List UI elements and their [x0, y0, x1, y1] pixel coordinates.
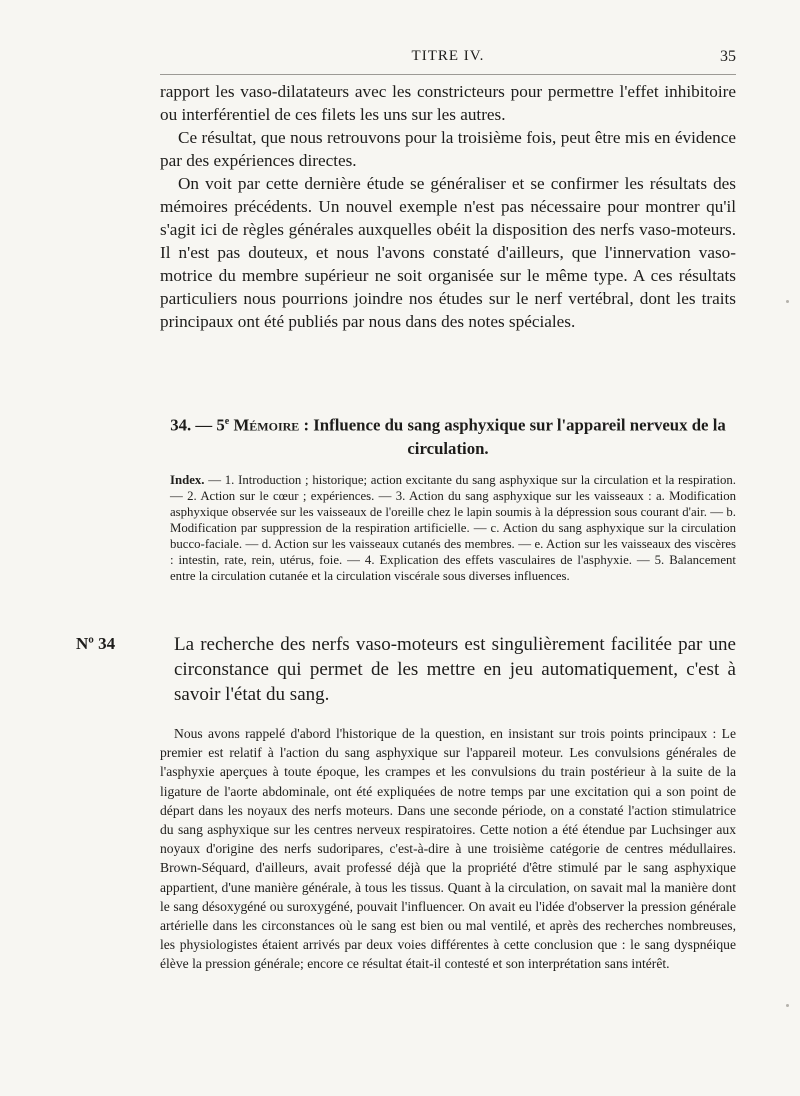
memoire-title: Influence du sang asphyxique sur l'appareil nerveux de la circulation. — [313, 415, 726, 458]
memoire-separator: : — [299, 415, 314, 435]
memoire-heading — [160, 410, 736, 460]
index-label: Index. — [170, 473, 205, 487]
index-text: — 1. Introduction ; historique; action excitante du sang asphyxique sur la circulation et la respiration. — 2. Action sur le cœur ; expériences. — 3. Action du sang asphyxique sur les vaisseaux : a. Modification asphyxique observée sur les vaisseaux de l'oreille chez le lapin soumis à la dépression sous courant d'air. — b. Modification par suppression de la respiration artificielle. — c. Action du sang asphyxique sur la circulation bucco-faciale. — d. Action sur les vaisseaux cutanés des membres. — e. Action sur les vaisseaux des viscères : intestin, rate, rein, utérus, foie. — 4. Explication des effets vasculaires de l'asphyxie. — 5. Balancement entre la circulation cutanée et la circulation viscérale sous diverses influences. — [170, 473, 736, 583]
section-number: Nº 34 — [76, 634, 116, 653]
memoire-ordinal: e — [224, 416, 230, 427]
margin-speck — [786, 1004, 789, 1007]
running-title: TITRE IV. — [411, 48, 485, 64]
memoire-kind: Mémoire — [233, 415, 300, 435]
detail-paragraph: Nous avons rappelé d'abord l'historique de la question, en insistant sur trois points principaux : Le premier est relatif à l'action du sang asphyxique sur l'appareil moteur. Les convulsions générales de l'asphyxie aperçues à toute époque, les crampes et les convulsions du train postérieur à la suite de la ligature de l'aorte abdominale, ont été expliquées de notre temps par une excitation qui a son point de départ dans les noyaux des nerfs moteurs. Dans une seconde période, on a constaté l'action stimulatrice du sang asphyxique sur les centres nerveux respiratoires. Cette notion a été étendue par Luchsinger aux noyaux d'origine des nerfs sudoripares, c'est-à-dire à une troisième catégorie de centres médullaires. Brown-Séquard, d'ailleurs, avait professé déjà que la propriété d'être stimulé par le sang asphyxique appartient, d'une manière générale, à tous les tissus. Quant à la circulation, on savait mal la manière dont le sang désoxygéné ou suroxygéné, pouvait l'influencer. On avait eu l'idée d'observer la pression générale artérielle dans les circonstances où le sang est bien ou mal ventilé, et après des recherches nombreuses, les physiologistes étaient arrivés par deux voies différentes à cette conclusion que : le sang dyspnéique élève la pression générale; encore ce résultat était-il contesté et son interprétation sans intérêt. — [160, 726, 736, 972]
memoire-number: 34. — 5 — [170, 415, 225, 435]
header-rule — [160, 74, 736, 75]
intro-paragraph-1: rapport les vaso-dilatateurs avec les constricteurs pour permettre l'effet inhibitoire ou interférentiel de ces filets les uns sur les autres. — [160, 82, 736, 124]
intro-paragraph-3: On voit par cette dernière étude se généraliser et se confirmer les résultats des mémoires précédents. Un nouvel exemple n'est pas nécessaire pour montrer qu'il s'agit ici de règles générales auxquelles obéit la disposition des nerfs vaso-moteurs. Il n'est pas douteux, et nous l'avons constaté d'ailleurs, que l'innervation vaso-motrice du membre supérieur ne soit organisée sur le même type. A ces résultats particuliers nous pourrions joindre nos études sur le nerf vertébral, dont les traits principaux ont été publiés par nous dans des notes spéciales. — [160, 174, 736, 331]
page-number: 35 — [720, 48, 736, 65]
page-header — [160, 48, 736, 74]
margin-speck — [786, 300, 789, 303]
intro-paragraph-2: Ce résultat, que nous retrouvons pour la troisième fois, peut être mis en évidence par des expériences directes. — [160, 128, 736, 170]
memoire-index — [170, 472, 736, 584]
section-lead: La recherche des nerfs vaso-moteurs est singulièrement facilitée par une circonstance qui permet de les mettre en jeu automatiquement, c'est à savoir l'état du sang. — [174, 634, 736, 705]
intro-text — [160, 80, 736, 333]
detail-text — [160, 724, 736, 974]
